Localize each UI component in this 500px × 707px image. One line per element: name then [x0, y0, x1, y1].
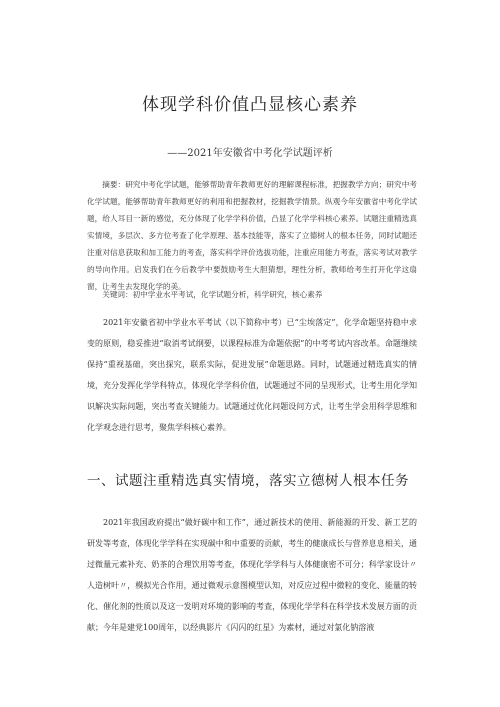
body-paragraph-1: 2021年安徽省初中学业水平考试（以下简称中考）已“尘埃落定”，化学命题坚持稳中求变的原则，稳妥推进“取消考试纲要，以课程标准为命题依据”的中考考试内容改革。命题继续保持“重视基础，突出探究，联系实际，促进发展”命题思路。同时，试题通过精选真实的情境，充分发挥化学学科特点，体现化学学科价值，试题通过不同的呈现形式，让考生用化学知识解决实际问题，突出考查关键能力。试题通过优化问题设问方式，让考生学会用科学思维和化学观念进行思考，聚焦学科核心素养。	[87, 318, 417, 432]
keywords-line: 关键词：初中学业水平考试，化学试题分析，科学研究，核心素养	[102, 290, 323, 299]
page-subtitle: ——2021年安徽省中考化学试题评析	[167, 148, 333, 159]
abstract-paragraph: 摘要：研究中考化学试题，能够帮助青年教师更好的理解课程标准，把握教学方向；研究中考化学试题，能够帮助青年教师更好的利用和把握教材，挖掘教学情景。纵观今年安徽省中考化学试题，给人耳目一新的感觉，充分体现了化学学科价值，凸显了化学学科核心素养。试题注重精选真实情境，多层次、多方位考查了化学原理、基本技能等，落实了立德树人的根本任务，同时试题还注重对信息获取和加工能力的考查，落实科学评价选拔功能，注重应用能力考查，落实考试对教学的导向作用。启发我们在今后教学中要鼓励考生大胆猜想，理性分析，教师给考生打开化学这扇窗，让考生去发现化学的美。	[87, 180, 417, 291]
section-heading-1: 一、试题注重精选真实情境，落实立德树人根本任务	[87, 473, 409, 489]
body-paragraph-2: 2021年我国政府提出“做好碳中和工作”，通过新技术的使用、新能源的开发、新工艺的研发等考查，体现化学学科在实现碳中和中重要的贡献，考生的健康成长与营养息息相关，通过微量元素补充、奶茶的合理饮用等考查，体现化学学科与人体健康密不可分；科学家设计〃人造树叶〃，模拟光合作用，通过微观示意图模型认知，对反应过程中微粒的变化、能量的转化、催化剂的性质以及这一发明对环境的影响的考查，体现化学学科在科学技术发展方面的贡献；今年是建党100周年，以经典影片《闪闪的红星》为素材，通过对氯化钠溶液	[87, 518, 417, 632]
page-title: 体现学科价值凸显核心素养	[142, 95, 358, 115]
